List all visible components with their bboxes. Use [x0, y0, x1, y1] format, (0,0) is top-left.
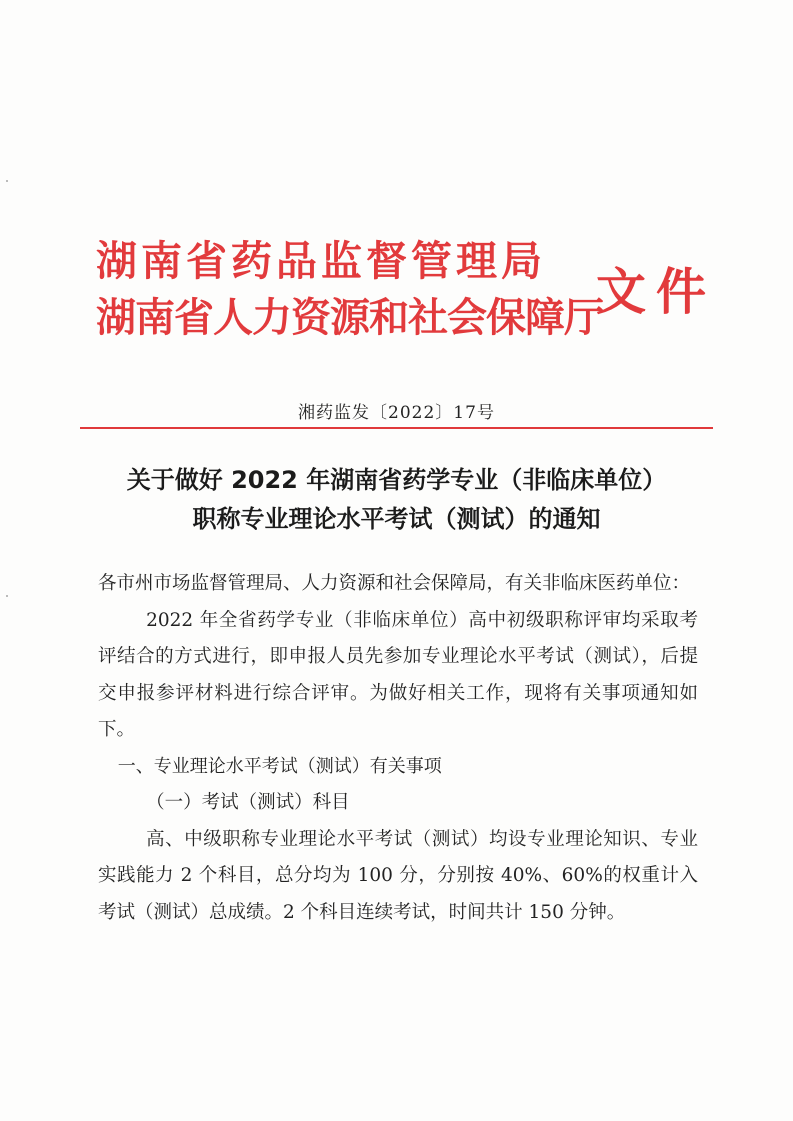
- red-divider: [80, 427, 713, 429]
- document-header: [96, 228, 716, 348]
- scan-mark: [6, 180, 8, 182]
- paragraph-intro: 2022 年全省药学专业（非临床单位）高中初级职称评审均采取考评结合的方式进行，即申报人员先参加专业理论水平考试（测试），后提交申报参评材料进行综合评审。为做好相关工作，现将有关事项通知如下。: [98, 609, 698, 740]
- document-number: 湘药监发〔2022〕17号: [298, 403, 495, 423]
- issuer-line-1: 湖南省药品监督管理局: [96, 237, 546, 285]
- paragraph-exam-subjects: 高、中级职称专业理论水平考试（测试）均设专业理论知识、专业实践能力 2 个科目，总分均为 100 分，分别按 40%、60%的权重计入考试（测试）总成绩。2 个科目连续考试，时间共计 150 分钟。: [98, 828, 698, 923]
- document-label: 文件: [596, 263, 716, 321]
- title-line-2: 职称专业理论水平考试（测试）的通知: [192, 505, 601, 533]
- section-heading-1: 一、专业理论水平考试（测试）有关事项: [117, 755, 442, 777]
- issuer-line-2: 湖南省人力资源和社会保障厅: [96, 295, 603, 341]
- document-body: [98, 566, 698, 931]
- salutation: 各市州市场监督管理局、人力资源和社会保障局，有关非临床医药单位：: [98, 573, 691, 594]
- title-line-1: 关于做好 2022 年湖南省药学专业（非临床单位）: [126, 466, 667, 494]
- scan-mark: [6, 595, 8, 597]
- subsection-heading-1: （一）考试（测试）科目: [146, 792, 350, 813]
